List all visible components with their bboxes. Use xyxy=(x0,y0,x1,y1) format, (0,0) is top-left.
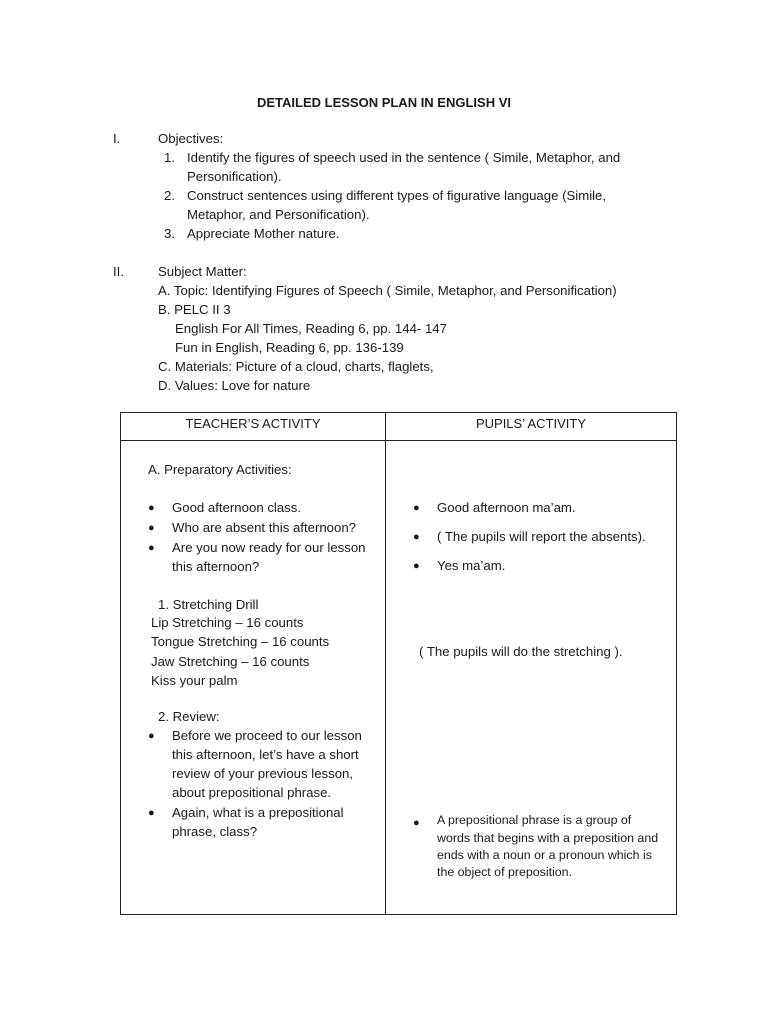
section-heading: Subject Matter: xyxy=(158,264,247,279)
bullet-icon: ● xyxy=(148,522,155,534)
bullet-icon: ● xyxy=(148,542,155,554)
teacher-line: Good afternoon class. xyxy=(172,500,302,515)
pupil-stretching: ( The pupils will do the stretching ). xyxy=(419,644,623,659)
review-line: this afternoon, let’s have a short xyxy=(172,747,359,762)
bullet-icon: ● xyxy=(148,502,155,514)
preparatory-heading: A. Preparatory Activities: xyxy=(148,462,292,477)
teacher-line: this afternoon? xyxy=(172,559,260,574)
bullet-icon: ● xyxy=(413,531,420,543)
pupil-answer-line: A prepositional phrase is a group of xyxy=(437,813,632,827)
objective-text: Personification). xyxy=(187,169,282,184)
section-heading: Objectives: xyxy=(158,131,224,146)
teacher-column-header: TEACHER’S ACTIVITY xyxy=(185,416,321,431)
review-line: about prepositional phrase. xyxy=(172,785,332,800)
pupils-column-header: PUPILS’ ACTIVITY xyxy=(475,416,587,431)
subject-line: English For All Times, Reading 6, pp. 144- 147 xyxy=(175,321,447,336)
review-line: review of your previous lesson, xyxy=(172,766,354,781)
bullet-icon: ● xyxy=(148,730,155,742)
subject-line: Fun in English, Reading 6, pp. 136-139 xyxy=(175,340,404,355)
objective-text: Appreciate Mother nature. xyxy=(187,226,340,241)
pupil-answer-line: the object of preposition. xyxy=(437,865,573,879)
pupil-answer-line: ends with a noun or a pronoun which is xyxy=(437,848,652,862)
drill-line: Tongue Stretching – 16 counts xyxy=(151,634,330,649)
pupil-line: ( The pupils will report the absents). xyxy=(437,529,646,544)
header-divider xyxy=(121,440,676,441)
drill-line: Kiss your palm xyxy=(151,673,238,688)
column-divider xyxy=(385,413,386,914)
bullet-icon: ● xyxy=(413,817,420,829)
subject-line: C. Materials: Picture of a cloud, charts, flaglets, xyxy=(158,359,434,374)
pupil-answer-line: words that begins with a preposition and xyxy=(437,831,659,845)
document-title: DETAILED LESSON PLAN IN ENGLISH VI xyxy=(256,95,511,110)
drill-heading: 1. Stretching Drill xyxy=(158,597,259,612)
bullet-icon: ● xyxy=(413,560,420,572)
review-heading: 2. Review: xyxy=(158,709,220,724)
teacher-line: Are you now ready for our lesson xyxy=(172,540,366,555)
pupil-line: Good afternoon ma’am. xyxy=(437,500,576,515)
objective-number: 2. xyxy=(164,188,175,203)
pupil-line: Yes ma’am. xyxy=(437,558,506,573)
subject-line: A. Topic: Identifying Figures of Speech ( Simile, Metaphor, and Personification) xyxy=(158,283,617,298)
drill-line: Lip Stretching – 16 counts xyxy=(151,615,304,630)
objective-text: Identify the figures of speech used in the sentence ( Simile, Metaphor, and xyxy=(187,150,621,165)
review-line: Before we proceed to our lesson xyxy=(172,728,362,743)
review-line: Again, what is a prepositional xyxy=(172,805,344,820)
section-numeral: I. xyxy=(113,131,121,146)
objective-text: Metaphor, and Personification). xyxy=(187,207,370,222)
review-line: phrase, class? xyxy=(172,824,258,839)
section-numeral: II. xyxy=(113,264,124,279)
teacher-line: Who are absent this afternoon? xyxy=(172,520,357,535)
objective-number: 3. xyxy=(164,226,175,241)
bullet-icon: ● xyxy=(148,807,155,819)
objective-text: Construct sentences using different types of figurative language (Simile, xyxy=(187,188,607,203)
subject-line: B. PELC II 3 xyxy=(158,302,231,317)
drill-line: Jaw Stretching – 16 counts xyxy=(151,654,310,669)
subject-line: D. Values: Love for nature xyxy=(158,378,311,393)
bullet-icon: ● xyxy=(413,502,420,514)
objective-number: 1. xyxy=(164,150,175,165)
